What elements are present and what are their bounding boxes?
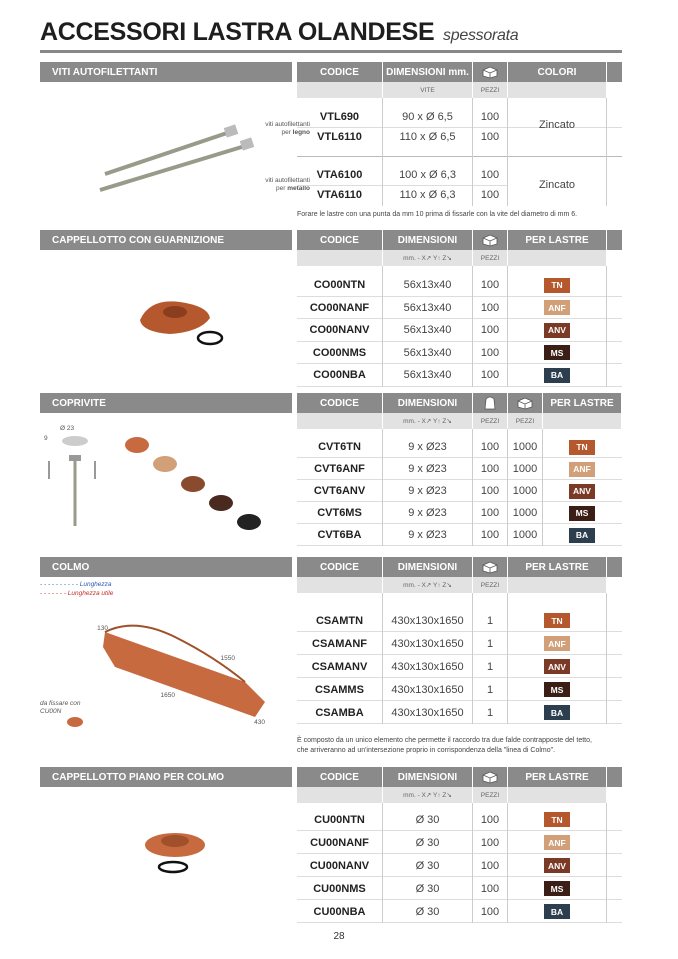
- label-metallo: viti autofilettanti per metallo: [265, 177, 310, 192]
- sub-axes: mm. - X ↗ Y↑ Z↘: [383, 413, 472, 429]
- color-swatch: TN: [544, 812, 570, 827]
- col-codice: CODICE: [297, 767, 382, 787]
- col-colori: COLORI: [508, 62, 606, 82]
- code: VTL6110: [317, 131, 362, 143]
- table-row: [297, 364, 622, 387]
- code: VTA6100: [316, 169, 363, 181]
- dim: 56x13x40: [403, 369, 452, 382]
- dim: Ø 30: [415, 905, 440, 918]
- dim: Ø 30: [415, 813, 440, 826]
- header-end: [607, 62, 622, 82]
- color-swatch: MS: [544, 881, 570, 896]
- code: CO00NMS: [312, 346, 367, 359]
- code: CVT6ANV: [313, 485, 366, 497]
- sub-empty: [297, 82, 382, 98]
- divider: [606, 593, 607, 724]
- dim: 56x13x40: [403, 301, 452, 314]
- header-end: [607, 230, 622, 250]
- dim: 9 x Ø23: [408, 441, 447, 453]
- color-swatch: TN: [544, 278, 570, 293]
- box-icon: [473, 557, 507, 577]
- divider: [606, 266, 607, 387]
- dim: 430x130x1650: [391, 637, 464, 650]
- divider: [507, 266, 508, 387]
- col-per-lastre: PER LASTRE: [543, 393, 621, 413]
- swatch-cell: [508, 274, 606, 297]
- col-dimensioni: DIMENSIONI: [383, 767, 472, 787]
- pz: 100: [480, 813, 500, 826]
- table-row: [297, 184, 507, 206]
- dim: Ø 30: [415, 836, 440, 849]
- table-row: [297, 126, 507, 148]
- code: CSAMANV: [311, 660, 368, 673]
- pz2: 1000: [512, 529, 538, 541]
- table-row: [297, 877, 622, 900]
- col-per-lastre: PER LASTRE: [508, 230, 606, 250]
- pezzi: 100: [480, 189, 500, 201]
- pz: 100: [480, 369, 500, 382]
- table-row: [297, 524, 622, 546]
- table-row: [297, 609, 622, 632]
- divider: [472, 266, 473, 387]
- dim: 430x130x1650: [391, 683, 464, 696]
- table-row: [297, 701, 622, 724]
- screws-image: [95, 124, 265, 194]
- color-swatch: BA: [544, 904, 570, 919]
- table-row: [297, 632, 622, 655]
- dim: 90 x Ø 6,5: [402, 111, 453, 123]
- pezzi: 100: [480, 131, 500, 143]
- sub-empty: [508, 577, 606, 593]
- section-colmo: [40, 557, 622, 757]
- sub-empty: [543, 413, 621, 429]
- sub-pezzi: PEZZI: [473, 413, 507, 429]
- swatch-cell: [543, 480, 621, 502]
- dim: 9 x Ø23: [408, 485, 447, 497]
- swatch-cell: [508, 900, 606, 923]
- code: CVT6MS: [317, 507, 362, 519]
- coprivite-image: [45, 431, 275, 541]
- swatch-cell: [508, 319, 606, 342]
- color-swatch: MS: [569, 506, 595, 521]
- table-row: [297, 808, 622, 831]
- section-cappellotto: [40, 230, 622, 385]
- col-dimensioni: DIMENSIONI: [383, 393, 472, 413]
- sub-empty: [297, 787, 382, 803]
- dim-130: 130: [97, 625, 108, 632]
- swatch-cell: [508, 297, 606, 320]
- dim: 56x13x40: [403, 279, 452, 292]
- table-row: [297, 458, 622, 480]
- divider: [472, 593, 473, 724]
- sub-empty: [297, 250, 382, 266]
- pz1: 100: [480, 463, 500, 475]
- sub-axes: mm. - X ↗ Y↑ Z↘: [383, 787, 472, 803]
- col-dimensioni: DIMENSIONI mm.: [383, 62, 472, 82]
- col-dimensioni: DIMENSIONI: [383, 557, 472, 577]
- code: CSAMBA: [315, 706, 364, 719]
- box-icon: [473, 767, 507, 787]
- swatch-cell: [543, 436, 621, 458]
- table-row: [297, 436, 622, 458]
- color-swatch: ANV: [569, 484, 595, 499]
- code: CO00NTN: [313, 279, 366, 292]
- section-coprivite: [40, 393, 622, 548]
- col-dimensioni: DIMENSIONI: [383, 230, 472, 250]
- code: CO00NBA: [313, 369, 366, 382]
- code: CSAMTN: [315, 614, 364, 627]
- divider: [382, 266, 383, 387]
- swatch-cell: [508, 364, 606, 387]
- table-row: [297, 342, 622, 365]
- section-viti: [40, 62, 622, 222]
- dim: Ø 30: [415, 859, 440, 872]
- pz: 1: [486, 637, 494, 650]
- dim: 110 x Ø 6,3: [399, 189, 456, 201]
- divider: [606, 803, 607, 923]
- divider: [472, 803, 473, 923]
- sub-empty: [508, 787, 606, 803]
- color-swatch: ANV: [544, 659, 570, 674]
- diam-label: Ø 23: [60, 425, 75, 432]
- sub-axes: mm. - X ↗ Y↑ Z↘: [383, 250, 472, 266]
- pz1: 100: [480, 507, 500, 519]
- divider: [382, 803, 383, 923]
- pz: 100: [480, 324, 500, 337]
- header-end: [607, 557, 622, 577]
- pz: 100: [480, 346, 500, 359]
- sub-axes: mm. - X ↗ Y↑ Z↘: [383, 577, 472, 593]
- section-title: VITI AUTOFILETTANTI: [40, 62, 292, 82]
- pz: 100: [480, 882, 500, 895]
- bag-icon: [473, 393, 507, 413]
- pz1: 100: [480, 485, 500, 497]
- section-cappellotto-piano: [40, 767, 622, 927]
- page-title: ACCESSORI LASTRA OLANDESE spessorata: [40, 18, 519, 46]
- note: Forare le lastre con una punta da mm 10 prima di fissarle con la vite del diametro di mm 6.: [297, 211, 578, 218]
- dim: 100 x Ø 6,3: [399, 169, 456, 181]
- section-title: COLMO: [40, 557, 292, 577]
- col-per-lastre: PER LASTRE: [508, 767, 606, 787]
- dim: 56x13x40: [403, 324, 452, 337]
- code: CU00NANV: [309, 859, 370, 872]
- pezzi: 100: [480, 111, 500, 123]
- pz2: 1000: [512, 507, 538, 519]
- dim: 9 x Ø23: [408, 463, 447, 475]
- color-swatch: BA: [544, 368, 570, 383]
- dim: 430x130x1650: [391, 706, 464, 719]
- pz1: 100: [480, 441, 500, 453]
- sub-pezzi: PEZZI: [508, 413, 542, 429]
- swatch-cell: [508, 808, 606, 831]
- table-row: [297, 678, 622, 701]
- cap-small-image: [65, 715, 85, 729]
- swatch-cell: [543, 502, 621, 524]
- pz: 100: [480, 279, 500, 292]
- pz: 1: [486, 683, 494, 696]
- code: VTL690: [319, 111, 360, 123]
- color-swatch: ANF: [544, 636, 570, 651]
- box-icon: [473, 62, 507, 82]
- legend-lunghezza-utile: - - - - - - - Lunghezza utile: [40, 590, 114, 597]
- dim: Ø 30: [415, 882, 440, 895]
- dim: 9 x Ø23: [408, 529, 447, 541]
- color-zincato: Zincato: [538, 119, 576, 131]
- table-row: [297, 480, 622, 502]
- code: CVT6ANF: [314, 463, 365, 475]
- divider: [472, 429, 473, 546]
- swatch-cell: [508, 854, 606, 877]
- colmo-image: [95, 612, 275, 732]
- sub-empty: [297, 413, 382, 429]
- code: CVT6TN: [318, 441, 361, 453]
- dim: 110 x Ø 6,5: [399, 131, 456, 143]
- sub-pezzi: PEZZI: [473, 787, 507, 803]
- section-title: COPRIVITE: [40, 393, 292, 413]
- col-codice: CODICE: [297, 557, 382, 577]
- dim-430: 430: [254, 719, 265, 726]
- color-swatch: ANF: [544, 835, 570, 850]
- color-swatch: ANF: [569, 462, 595, 477]
- code: CSAMMS: [315, 683, 364, 696]
- dim: 9 x Ø23: [408, 507, 447, 519]
- pz2: 1000: [512, 463, 538, 475]
- note: È composto da un unico elemento che permette il raccordo tra due falde contrapposte del tetto, che arriveranno ad un'intersezione proprio in corrispondenza della "linea di Colmo".: [297, 737, 592, 754]
- col-per-lastre: PER LASTRE: [508, 557, 606, 577]
- pz: 1: [486, 614, 494, 627]
- dim: 430x130x1650: [391, 614, 464, 627]
- pz: 100: [480, 301, 500, 314]
- divider: [507, 429, 508, 546]
- color-swatch: MS: [544, 682, 570, 697]
- table-row: [297, 297, 622, 320]
- sub-empty: [508, 82, 606, 98]
- color-swatch: TN: [544, 613, 570, 628]
- divider: [542, 429, 543, 546]
- dim: 56x13x40: [403, 346, 452, 359]
- color-swatch: MS: [544, 345, 570, 360]
- h-label: 9: [44, 435, 48, 442]
- header-end: [607, 767, 622, 787]
- code: CU00NMS: [313, 882, 366, 895]
- box-icon: [508, 393, 542, 413]
- table-row: [297, 274, 622, 297]
- sub-pezzi: PEZZI: [473, 250, 507, 266]
- pz: 100: [480, 859, 500, 872]
- swatch-cell: [543, 458, 621, 480]
- cap-flat-image: [140, 827, 210, 877]
- swatch-cell: [508, 877, 606, 900]
- divider: [507, 803, 508, 923]
- table-row: [297, 164, 507, 186]
- color-swatch: BA: [544, 705, 570, 720]
- sub-pezzi: PEZZI: [473, 82, 507, 98]
- pezzi: 100: [480, 169, 500, 181]
- section-title: CAPPELLOTTO PIANO PER COLMO: [40, 767, 292, 787]
- color-swatch: ANV: [544, 858, 570, 873]
- swatch-cell: [508, 655, 606, 678]
- color-swatch: BA: [569, 528, 595, 543]
- code: CU00NTN: [314, 813, 365, 826]
- swatch-cell: [508, 632, 606, 655]
- col-codice: CODICE: [297, 230, 382, 250]
- code: CU00NANF: [310, 836, 369, 849]
- divider: [382, 429, 383, 546]
- pz: 100: [480, 905, 500, 918]
- sub-empty: [508, 250, 606, 266]
- code: CVT6BA: [317, 529, 362, 541]
- page-number: 28: [333, 931, 345, 942]
- pz1: 100: [480, 529, 500, 541]
- table-row: [297, 854, 622, 877]
- divider: [382, 593, 383, 724]
- pz2: 1000: [512, 485, 538, 497]
- table-row: [297, 831, 622, 854]
- code: CO00NANF: [309, 301, 370, 314]
- color-zincato: Zincato: [538, 179, 576, 191]
- dim-1650: 1650: [160, 692, 175, 699]
- code: VTA6110: [316, 189, 363, 201]
- swatch-cell: [543, 524, 621, 546]
- col-codice: CODICE: [297, 62, 382, 82]
- pz: 1: [486, 660, 494, 673]
- swatch-cell: [508, 609, 606, 632]
- table-row: [297, 502, 622, 524]
- color-swatch: ANV: [544, 323, 570, 338]
- sub-pezzi: PEZZI: [473, 577, 507, 593]
- title-rule: [40, 50, 622, 53]
- table-row: [297, 655, 622, 678]
- pz: 1: [486, 706, 494, 719]
- swatch-cell: [508, 701, 606, 724]
- pz2: 1000: [512, 441, 538, 453]
- legend-lunghezza: - - - - - - - - - - Lunghezza: [40, 581, 112, 588]
- swatch-cell: [508, 831, 606, 854]
- table-row: [297, 900, 622, 923]
- swatch-cell: [508, 342, 606, 365]
- fix-note: da fissare con CU00N: [40, 700, 81, 715]
- box-icon: [473, 230, 507, 250]
- table-row: [297, 319, 622, 342]
- col-codice: CODICE: [297, 393, 382, 413]
- label-legno: viti autofilettanti per legno: [265, 121, 310, 136]
- sub-empty: [297, 577, 382, 593]
- sub-vite: VITE: [383, 82, 472, 98]
- dim-1550: 1550: [220, 655, 235, 662]
- pz: 100: [480, 836, 500, 849]
- swatch-cell: [508, 678, 606, 701]
- code: CO00NANV: [309, 324, 370, 337]
- section-title: CAPPELLOTTO CON GUARNIZIONE: [40, 230, 292, 250]
- color-swatch: ANF: [544, 300, 570, 315]
- code: CU00NBA: [313, 905, 366, 918]
- color-swatch: TN: [569, 440, 595, 455]
- cap-image: [130, 290, 230, 350]
- divider: [507, 593, 508, 724]
- dim: 430x130x1650: [391, 660, 464, 673]
- code: CSAMANF: [312, 637, 367, 650]
